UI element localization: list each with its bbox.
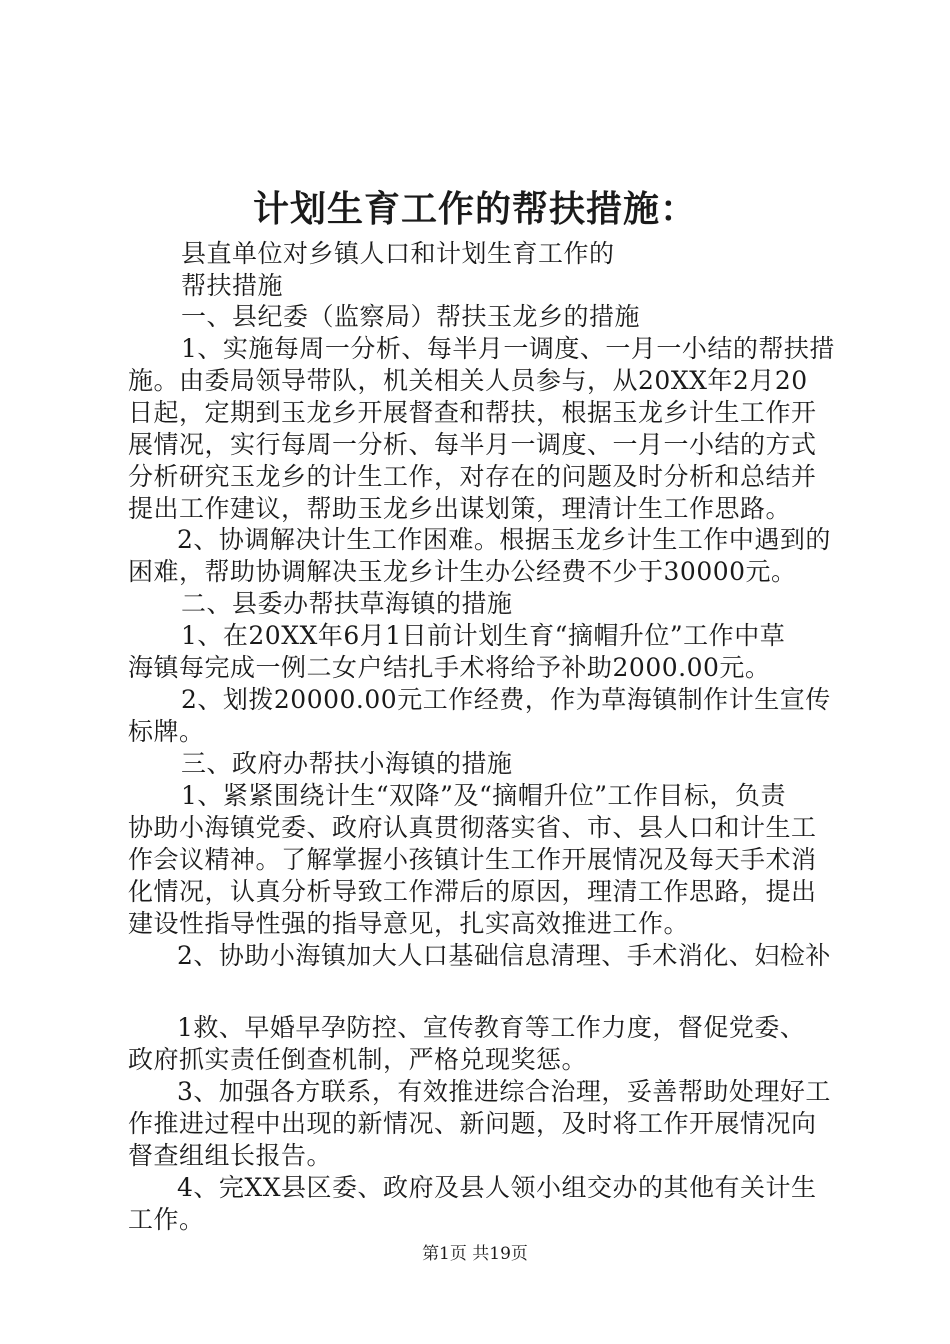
paragraph-line: 4、完XX县区委、政府及县人领小组交办的其他有关计生	[177, 1173, 817, 1202]
paragraph-line: 困难，帮助协调解决玉龙乡计生办公经费不少于30000元。	[128, 557, 797, 586]
paragraph-line: 督查组组长报告。	[128, 1141, 333, 1170]
section-heading: 二、县委办帮扶草海镇的措施	[181, 589, 513, 618]
paragraph-line: 2、协助小海镇加大人口基础信息清理、手术消化、妇检补	[177, 941, 831, 970]
paragraph-line: 提出工作建议，帮助玉龙乡出谋划策，理清计生工作思路。	[128, 494, 792, 523]
paragraph-line: 2、协调解决计生工作困难。根据玉龙乡计生工作中遇到的	[177, 525, 831, 554]
paragraph-line: 帮扶措施	[181, 271, 284, 300]
section-heading: 三、政府办帮扶小海镇的措施	[181, 749, 513, 778]
paragraph-line: 展情况，实行每周一分析、每半月一调度、一月一小结的方式	[128, 430, 817, 459]
paragraph-line: 分析研究玉龙乡的计生工作，对存在的问题及时分析和总结并	[128, 462, 817, 491]
paragraph-line: 作会议精神。了解掌握小孩镇计生工作开展情况及每天手术消	[128, 845, 817, 874]
paragraph-line: 日起，定期到玉龙乡开展督查和帮扶，根据玉龙乡计生工作开	[128, 398, 817, 427]
paragraph-line: 标牌。	[128, 717, 205, 746]
paragraph-line: 3、加强各方联系，有效推进综合治理，妥善帮助处理好工	[177, 1077, 831, 1106]
paragraph-line: 2、划拨20000.00元工作经费，作为草海镇制作计生宣传	[181, 685, 831, 714]
section-heading: 一、县纪委（监察局）帮扶玉龙乡的措施	[181, 302, 641, 331]
page-footer: 第1页 共19页	[422, 1244, 528, 1264]
paragraph-line: 海镇每完成一例二女户结扎手术将给予补助2000.00元。	[128, 653, 771, 682]
paragraph-line: 作推进过程中出现的新情况、新问题，及时将工作开展情况向	[128, 1109, 817, 1138]
paragraph-line: 施。由委局领导带队，机关相关人员参与，从20XX年2月20	[128, 366, 808, 395]
paragraph-line: 协助小海镇党委、政府认真贯彻落实省、市、县人口和计生工	[128, 813, 817, 842]
paragraph-line: 政府抓实责任倒查机制，严格兑现奖惩。	[128, 1045, 588, 1074]
paragraph-line: 建设性指导性强的指导意见，扎实高效推进工作。	[128, 909, 690, 938]
document-title: 计划生育工作的帮扶措施：	[252, 188, 697, 230]
paragraph-line: 1、紧紧围绕计生“双降”及“摘帽升位”工作目标，负责	[181, 781, 787, 810]
paragraph-line: 县直单位对乡镇人口和计划生育工作的	[181, 239, 615, 268]
paragraph-line: 1、在20XX年6月1日前计划生育“摘帽升位”工作中草	[181, 621, 786, 650]
paragraph-line: 工作。	[128, 1205, 205, 1234]
paragraph-line: 1、实施每周一分析、每半月一调度、一月一小结的帮扶措	[181, 334, 835, 363]
paragraph-line: 1救、早婚早孕防控、宣传教育等工作力度，督促党委、	[177, 1013, 806, 1042]
paragraph-line: 化情况，认真分析导致工作滞后的原因，理清工作思路，提出	[128, 877, 817, 906]
